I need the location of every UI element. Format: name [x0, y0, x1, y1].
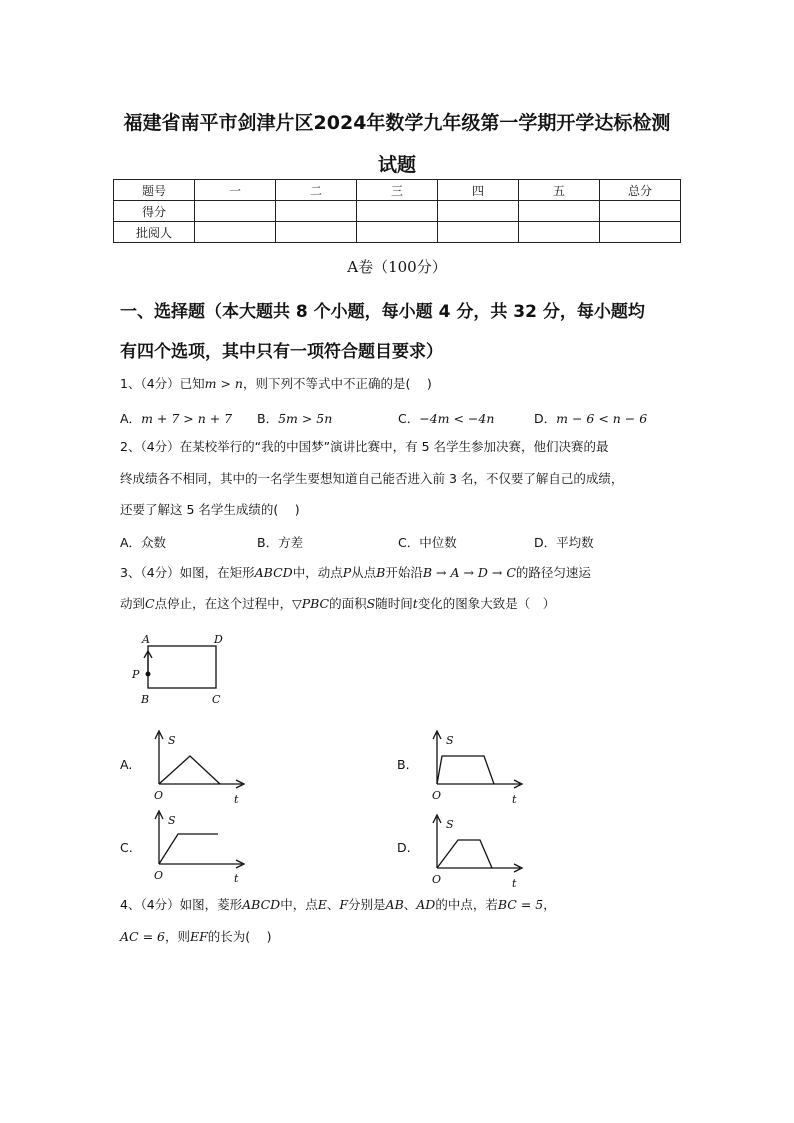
- q4-math: F: [339, 897, 349, 912]
- label-p: P: [132, 668, 140, 681]
- graph-option-a: [150, 728, 250, 804]
- option-label: A．: [120, 411, 142, 426]
- question-3-line1: [120, 565, 591, 581]
- table-header-cell: 五: [519, 180, 600, 201]
- option-text: 5m > 5n: [278, 411, 333, 426]
- label-o: O: [154, 789, 164, 802]
- q4-text: 中，点: [280, 897, 318, 912]
- table-cell: [357, 201, 438, 222]
- q1-prefix: 1、（4分）已知: [120, 376, 205, 391]
- graph-curve: [159, 756, 220, 784]
- q3-text: 点停止，在这个过程中，: [154, 596, 293, 611]
- q4-text: ，: [543, 897, 556, 912]
- q3-text: 的面积: [329, 596, 367, 611]
- question-2-line1: 2、（4分）在某校举行的“我的中国梦”演讲比赛中，有 5 名学生参加决赛，他们决赛的最: [120, 439, 609, 454]
- question-1: [120, 376, 432, 392]
- q3-text: 从点: [351, 565, 377, 580]
- q4-math: AB: [385, 897, 404, 912]
- question-3-line2: [120, 596, 555, 612]
- q4-math: EF: [189, 929, 208, 944]
- q3-text: 的路径匀速运: [515, 565, 591, 580]
- label-b: B: [141, 693, 150, 706]
- table-row-label: 得分: [114, 201, 195, 222]
- q3-math: B: [376, 565, 386, 580]
- page-title-line2: 试题: [377, 154, 416, 176]
- label-c: C: [212, 693, 221, 706]
- score-table: [113, 179, 681, 243]
- table-cell: [600, 201, 681, 222]
- option-label: C．: [398, 411, 420, 426]
- q1-option-a: [120, 409, 232, 427]
- option-label: D．: [534, 411, 557, 426]
- q3-text: 3、（4分）如图，在矩形: [120, 565, 255, 580]
- table-cell: [357, 222, 438, 243]
- page-title: 福建省南平市剑津片区2024年数学九年级第一学期开学达标检测: [123, 112, 671, 134]
- section-title: A卷（100分）: [347, 258, 447, 276]
- q4-math: ABCD: [242, 897, 281, 912]
- graph-option-d: [428, 812, 528, 888]
- label-s: S: [168, 814, 176, 827]
- q3-text: 变化的图象大致是（ ）: [417, 596, 556, 611]
- option-label: B．: [257, 411, 279, 426]
- graph-curve: [437, 756, 494, 784]
- label-t: t: [512, 877, 517, 888]
- table-cell: [195, 201, 276, 222]
- q3-math: S: [366, 596, 376, 611]
- label-a: A: [142, 633, 150, 646]
- q3-option-a-label: A.: [120, 757, 133, 772]
- table-header-cell: 一: [195, 180, 276, 201]
- q4-math: AD: [416, 897, 436, 912]
- q4-math: BC = 5: [497, 897, 544, 912]
- label-o: O: [432, 873, 442, 886]
- label-d: D: [214, 633, 223, 646]
- label-o: O: [154, 869, 164, 882]
- part-heading-line2: 有四个选项，其中只有一项符合题目要求）: [120, 342, 443, 362]
- question-2-line3: 还要了解这 5 名学生成绩的( ): [120, 502, 300, 517]
- table-cell: [276, 222, 357, 243]
- table-cell: [438, 201, 519, 222]
- rectangle-abcd: [148, 646, 216, 688]
- table-cell: [519, 222, 600, 243]
- point-p: [146, 672, 151, 677]
- graph-curve: [159, 834, 218, 864]
- q4-text: 分别是: [348, 897, 386, 912]
- q3-option-b-label: B.: [397, 757, 410, 772]
- q3-math: ABCD: [254, 565, 293, 580]
- table-header-cell: 总分: [600, 180, 681, 201]
- q2-option-d: D．平均数: [534, 535, 594, 550]
- table-row: [114, 201, 681, 222]
- graph-option-c: [150, 808, 250, 884]
- question-4-line2: [120, 929, 272, 945]
- table-header-cell: 二: [276, 180, 357, 201]
- q3-option-c-label: C.: [120, 840, 133, 855]
- label-o: O: [432, 789, 442, 802]
- q4-math: AC = 6: [120, 929, 165, 944]
- label-t: t: [234, 793, 239, 804]
- q2-option-b: B．方差: [257, 535, 304, 550]
- q4-text: 的中点，若: [435, 897, 498, 912]
- q4-text: 的长为( ): [207, 929, 272, 944]
- q3-text: 中，动点: [292, 565, 343, 580]
- table-cell: [195, 222, 276, 243]
- part-heading-line1: 一、选择题（本大题共 8 个小题，每小题 4 分，共 32 分，每小题均: [120, 302, 645, 322]
- q3-math: t: [412, 596, 418, 611]
- q1-math: m > n: [204, 376, 243, 391]
- question-2-line2: 终成绩各不相同，其中的一名学生要想知道自己能否进入前 3 名，不仅要了解自己的成绩，: [120, 471, 624, 486]
- label-s: S: [446, 734, 454, 747]
- q4-text: 4、（4分）如图，菱形: [120, 897, 243, 912]
- table-header-cell: 三: [357, 180, 438, 201]
- label-t: t: [512, 793, 517, 804]
- label-t: t: [234, 872, 239, 884]
- q4-text: ，则: [164, 929, 190, 944]
- table-cell: [438, 222, 519, 243]
- label-s: S: [446, 818, 454, 831]
- q3-text: 动到: [120, 596, 146, 611]
- table-cell: [519, 201, 600, 222]
- option-text: m + 7 > n + 7: [141, 411, 233, 426]
- q4-math: E: [317, 897, 327, 912]
- graph-option-b: [428, 728, 528, 804]
- q4-text: 、: [403, 897, 417, 912]
- q3-text: 随时间: [375, 596, 413, 611]
- table-cell: [600, 222, 681, 243]
- q1-option-c: [398, 409, 494, 427]
- q3-option-d-label: D.: [397, 840, 411, 855]
- table-row: [114, 222, 681, 243]
- q3-math: P: [342, 565, 352, 580]
- q1-suffix: ，则下列不等式中不正确的是( ): [242, 376, 432, 391]
- q3-math: B → A → D → C: [422, 565, 516, 580]
- option-text: −4m < −4n: [419, 411, 495, 426]
- q1-option-b: [257, 409, 332, 427]
- table-header-cell: 四: [438, 180, 519, 201]
- q1-option-d: [534, 409, 647, 427]
- q4-text: 、: [326, 897, 340, 912]
- rectangle-figure: [126, 630, 236, 710]
- label-s: S: [168, 734, 176, 747]
- q2-option-a: A．众数: [120, 535, 167, 550]
- graph-curve: [437, 840, 492, 868]
- score-table-header-row: [114, 180, 681, 201]
- q2-option-c: C．中位数: [398, 535, 457, 550]
- table-row-label: 批阅人: [114, 222, 195, 243]
- q3-math: ▽PBC: [292, 596, 330, 611]
- table-header-cell: 题号: [114, 180, 195, 201]
- table-cell: [276, 201, 357, 222]
- q3-text: 开始沿: [385, 565, 423, 580]
- option-text: m − 6 < n − 6: [556, 411, 648, 426]
- q3-math: C: [145, 596, 155, 611]
- question-4-line1: [120, 897, 556, 913]
